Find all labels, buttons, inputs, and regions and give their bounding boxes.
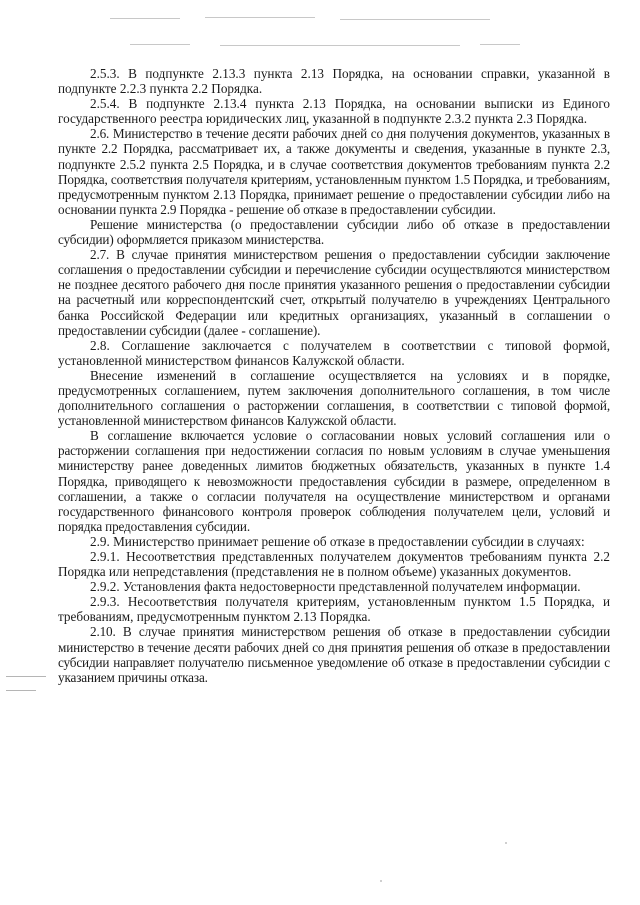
paragraph-2-9-3: 2.9.3. Несоответствия получателя критериям, установленным пунктом 1.5 Порядка, и требованиям, предусмотренным пунктом 2.13 Порядка. [58, 594, 610, 625]
paragraph-2-9-2: 2.9.2. Установления факта недостоверности представленной получателем информации. [90, 579, 581, 595]
paragraph-agreement-changes: Внесение изменений в соглашение осуществляется на условиях и в порядке, предусмотренных соглашением, путем заключения дополнительного соглашения, в том числе дополнительного соглашения о расторжении соглашения, в соответствии с типовой формой, установленной министерством финансов Калужской области. [58, 367, 610, 429]
paragraph-2-6: 2.6. Министерство в течение десяти рабочих дней со дня получения документов, указанных в пункте 2.2 Порядка, рассматривает их, а также документы и сведения, указанные в пункте 2.3, подпункте 2.5.2 пункта 2.5 Порядка, и в случае соответствия документов требованиям пункта 2.2 Порядка, соответствия получателя критериям, установленным пунктом 1.5 Порядка, и требованиям, предусмотренным пунктом 2.13 Порядка, принимает решение о предоставлении субсидии либо на основании пункта 2.9 Порядка - решение об отказе в предоставлении субсидии. [58, 126, 610, 217]
paragraph-2-9: 2.9. Министерство принимает решение об отказе в предоставлении субсидии в случаях: [90, 533, 585, 549]
paragraph-2-9-1: 2.9.1. Несоответствия представленных получателем документов требованиям пункта 2.2 Порядка или непредставления (представления не в полном объеме) указанных документов. [58, 549, 610, 580]
paragraph-2-5-4: 2.5.4. В подпункте 2.13.4 пункта 2.13 Порядка, на основании выписки из Единого государственного реестра юридических лиц, указанной в подпункте 2.3.2 пункта 2.3 Порядка. [58, 96, 610, 127]
paragraph-ministry-decision: Решение министерства (о предоставлении субсидии либо об отказе в предоставлении субсидии) оформляется приказом министерства. [58, 216, 610, 248]
scan-margin-mark [6, 676, 46, 677]
paragraph-2-5-3: 2.5.3. В подпункте 2.13.3 пункта 2.13 Порядка, на основании справки, указанной в подпункте 2.2.3 пункта 2.2 Порядка. [58, 66, 610, 97]
document-body [58, 66, 610, 685]
paragraph-agreement-conditions: В соглашение включается условие о согласовании новых условий соглашения или о расторжении соглашения при недостижении согласия по новым условиям в случае уменьшения министерству ранее доведенных лимитов бюджетных обязательств, указанных в пункте 1.4 Порядка, приводящего к невозможности предоставления субсидии в размере, определенном в соглашении, а также о согласии получателя на осуществление министерством и органами государственного финансового контроля проверок соблюдения получателем цели, условий и порядка предоставления субсидии. [58, 428, 610, 534]
scan-speck [380, 880, 382, 882]
scan-margin-mark [6, 690, 36, 691]
paragraph-2-8: 2.8. Соглашение заключается с получателем в соответствии с типовой формой, установленной министерством финансов Калужской области. [58, 337, 610, 368]
paragraph-2-7: 2.7. В случае принятия министерством решения о предоставлении субсидии заключение соглашения о предоставлении субсидии и перечисление субсидии осуществляются министерством не позднее десятого рабочего дня после принятия указанного решения о предоставлении субсидии на расчетный или корреспондентский счет, открытый получателю в учреждениях Центрального банка Российской Федерации или кредитных организациях, указанный в соглашении о предоставлении субсидии (далее - соглашение). [58, 247, 610, 338]
scan-noise-header [110, 14, 530, 54]
paragraph-2-10: 2.10. В случае принятия министерством решения об отказе в предоставлении субсидии министерство в течение десяти рабочих дней со дня принятия решения об отказе в предоставлении субсидии направляет получателю письменное уведомление об отказе в предоставлении субсидии с указанием причины отказа. [58, 624, 610, 685]
scan-speck [505, 842, 507, 844]
